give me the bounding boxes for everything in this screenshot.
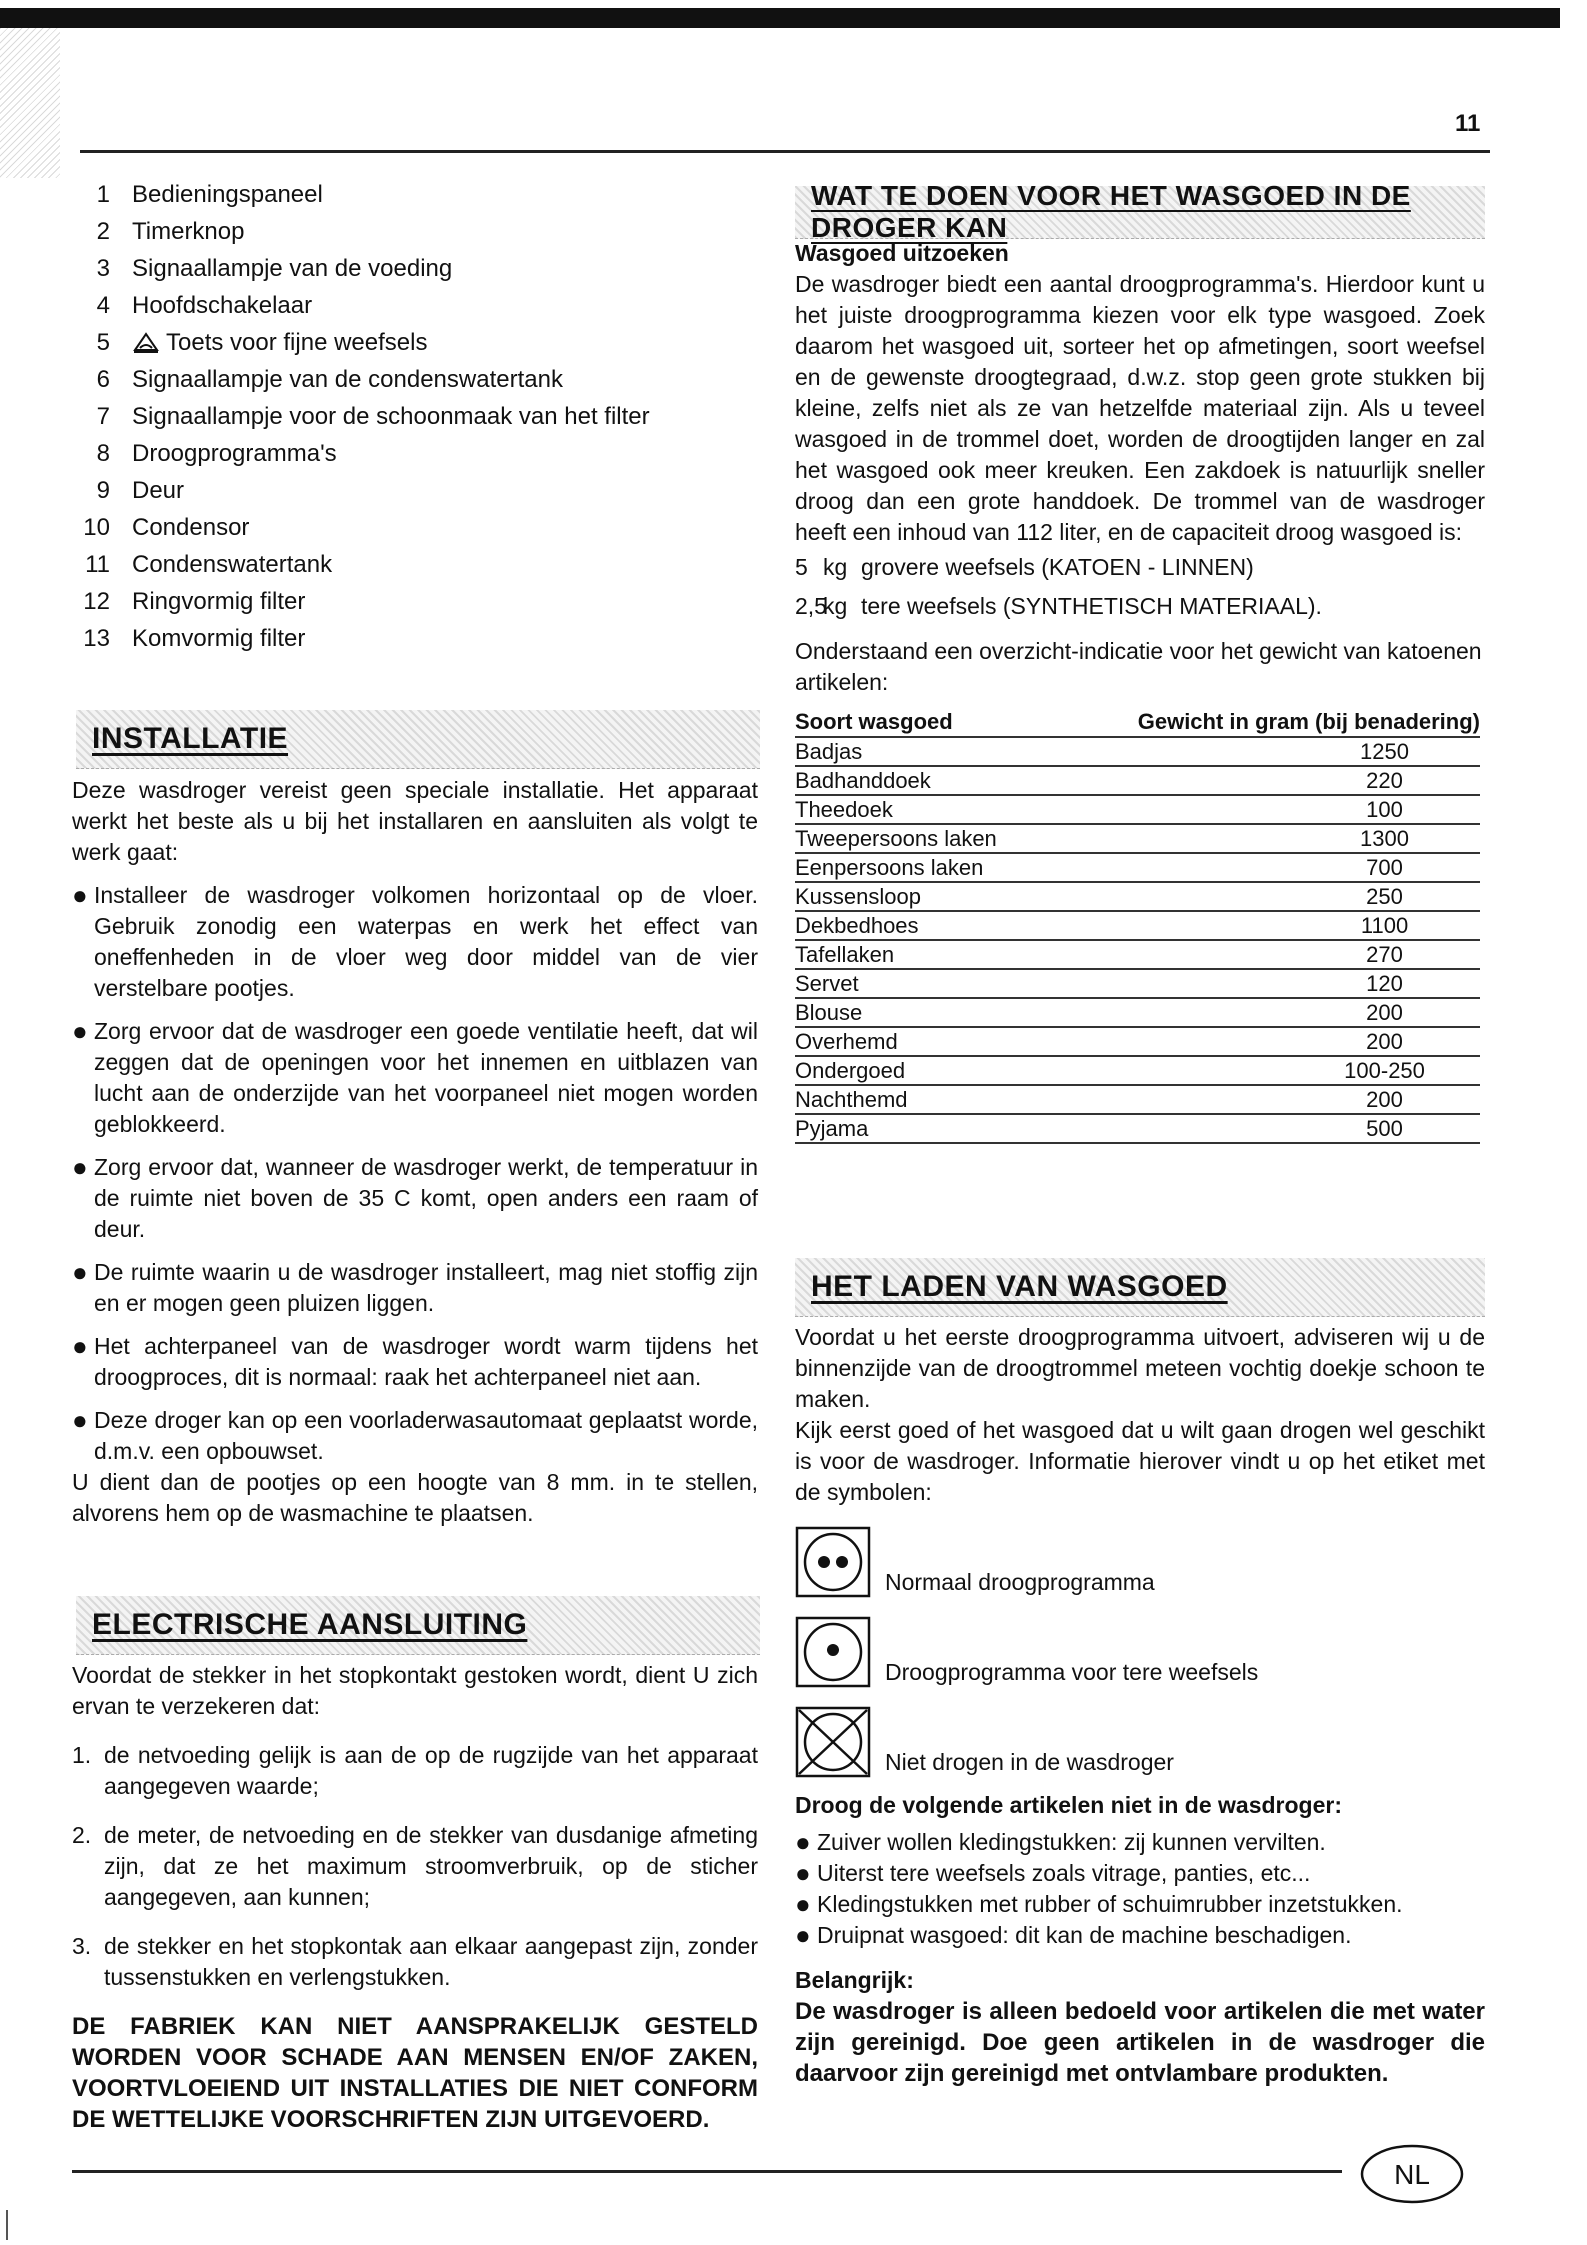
column-header: Soort wasgoed — [795, 708, 1049, 737]
top-bar — [0, 8, 1560, 28]
list-item: 10 Condensor — [83, 514, 250, 541]
table-row: Tafellaken 270 — [795, 940, 1480, 969]
list-item: ● Zorg ervoor dat, wanneer de wasdroger werkt, de temperatuur in de ruimte niet boven de 35 C komt, open anders een raam of deur. — [72, 1152, 758, 1245]
language-badge — [1350, 2140, 1468, 2204]
list-item: 3 Signaallampje van de voeding — [96, 255, 453, 282]
capacity-row: 5 kg grovere weefsels (KATOEN - LINNEN) — [795, 554, 1254, 580]
list-item: 13 Komvormig filter — [83, 625, 306, 652]
table-row: Tweepersoons laken 1300 — [795, 824, 1480, 853]
capacity-row: 2,5 kg tere weefsels (SYNTHETISCH MATERIAAL). — [795, 593, 1322, 619]
laden-intro: Voordat u het eerste droogprogramma uitvoert, adviseren wij u de binnenzijde van de droogtrommel meteen vochtig doekje schoon te maken. — [795, 1324, 1485, 1412]
list-item: 2. de meter, de netvoeding en de stekker van dusdanige afmeting zijn, dat ze het maximum stroomverbruik, op de sticher aangegeven, aan kunnen; — [72, 1822, 758, 1910]
table-header-row — [795, 708, 1480, 737]
table-row: Kussensloop 250 — [795, 882, 1480, 911]
laden-symbols-intro: Kijk eerst goed of het wasgoed dat u wilt gaan drogen wel geschikt is voor de wasdroger. Informatie hierover vindt u op het etiket met de symbolen: — [795, 1417, 1485, 1505]
column-header: Gewicht in gram (bij benadering) — [1049, 708, 1480, 737]
installatie-intro: Deze wasdroger vereist geen speciale installatie. Het apparaat werkt het beste als u bij het installaren en aansluiten als volgt te werk gaat: — [72, 777, 758, 865]
important-text: De wasdroger is alleen bedoeld voor artikelen die met water zijn gereinigd. Doe geen artikelen in de wasdroger die daarvoor zijn gereinigd met ontvlambare produkten. — [795, 1998, 1485, 2087]
laden-section — [795, 1322, 1485, 2089]
list-item: ● Deze droger kan op een voorladerwasautomaat geplaatst worde, d.m.v. een opbouwset. — [72, 1405, 758, 1467]
bullet-icon: ● — [72, 1152, 88, 1182]
bullet-icon: ● — [72, 1257, 88, 1287]
list-item: 7 Signaallampje voor de schoonmaak van het filter — [96, 403, 650, 430]
wasgoed-section — [795, 238, 1485, 1144]
installatie-heading: INSTALLATIE — [76, 710, 760, 769]
bullet-icon: ● — [72, 1016, 88, 1046]
laden-heading: HET LADEN VAN WASGOED — [795, 1258, 1485, 1317]
list-item: Droogprogramma voor tere weefsels — [795, 1616, 1485, 1688]
bullet-icon: ● — [795, 1920, 811, 1950]
table-row: Badhanddoek 220 — [795, 766, 1480, 795]
list-item: ● De ruimte waarin u de wasdroger installeert, mag niet stoffig zijn en er mogen geen pluizen liggen. — [72, 1257, 758, 1319]
list-item: ● Zuiver wollen kledingstukken: zij kunnen vervilten. — [795, 1827, 1326, 1857]
table-row: Badjas 1250 — [795, 737, 1480, 766]
list-item: 6 Signaallampje van de condenswatertank — [96, 366, 563, 393]
language-badge-label: NL — [1394, 2159, 1430, 2190]
list-item: 8 Droogprogramma's — [96, 440, 337, 467]
bullet-icon: ● — [795, 1827, 811, 1857]
bullet-icon: ● — [72, 1331, 88, 1361]
wasgoed-body: De wasdroger biedt een aantal droogprogramma's. Hierdoor kunt u het juiste droogprogramma kiezen voor elk type wasgoed. Zoek daarom het wasgoed uit, sorteer het op afmetingen, soort weefsel en de gewenste droogtegraad, d.w.z. stop geen grote stukken bij kleine, zelfs niet als ze van hetzelfde materiaal zijn. Als u teveel wasgoed in de trommel doet, worden de droogtijden langer en zal het wasgoed ook meer kreuken. Een zakdoek is natuurlijk sneller droog dan een grote handdoek. De trommel van de wasdroger heeft een inhoud van 112 liter, en de capaciteit droog wasgoed is: — [795, 271, 1485, 545]
tumble-dry-normal-icon — [795, 1526, 871, 1598]
table-intro: Onderstaand een overzicht-indicatie voor het gewicht van katoenen artikelen: — [795, 638, 1482, 695]
list-item: 12 Ringvormig filter — [83, 588, 306, 615]
table-row: Nachthemd 200 — [795, 1085, 1480, 1114]
table-row: Pyjama 500 — [795, 1114, 1480, 1143]
bullet-icon: ● — [795, 1858, 811, 1888]
not-dry-heading: Droog de volgende artikelen niet in de wasdroger: — [795, 1792, 1342, 1818]
wasgoed-subheading: Wasgoed uitzoeken — [795, 240, 1009, 266]
table-row: Theedoek 100 — [795, 795, 1480, 824]
list-item: 9 Deur — [96, 477, 185, 504]
list-item: 5 Toets voor fijne weefsels — [96, 329, 428, 356]
important-heading: Belangrijk: — [795, 1967, 914, 1993]
list-item: ● Installeer de wasdroger volkomen horizontaal op de vloer. Gebruik zonodig een waterpas en werk het effect van oneffenheden in de vloer weg door middel van de vier verstelbare pootjes. — [72, 880, 758, 1004]
wasgoed-heading: WAT TE DOEN VOOR HET WASGOED IN DE DROGER KAN — [795, 186, 1485, 239]
scan-noise — [0, 28, 60, 178]
scan-mark — [6, 2210, 8, 2240]
installatie-closing: U dient dan de pootjes op een hoogte van 8 mm. in te stellen, alvorens hem op de wasmachine te plaatsen. — [72, 1469, 758, 1526]
list-item: Niet drogen in de wasdroger — [795, 1706, 1485, 1778]
delicate-fabric-icon — [132, 330, 160, 354]
table-row: Ondergoed 100-250 — [795, 1056, 1480, 1085]
bottom-rule — [72, 2170, 1342, 2173]
bullet-icon: ● — [795, 1889, 811, 1919]
list-item: 4 Hoofdschakelaar — [96, 292, 313, 319]
list-item: 1. de netvoeding gelijk is aan de op de rugzijde van het apparaat aangegeven waarde; — [72, 1742, 758, 1799]
tumble-dry-low-icon — [795, 1616, 871, 1688]
top-rule — [80, 150, 1490, 153]
bullet-icon: ● — [72, 880, 88, 910]
list-item: 3. de stekker en het stopkontak aan elkaar aangepast zijn, zonder tussenstukken en verlengstukken. — [72, 1933, 758, 1990]
electrisch-section — [72, 1660, 758, 2135]
list-item: ● Uiterst tere weefsels zoals vitrage, panties, etc... — [795, 1858, 1311, 1888]
list-item: ● Kledingstukken met rubber of schuimrubber inzetstukken. — [795, 1889, 1403, 1919]
list-item: 1 Bedieningspaneel — [96, 181, 323, 208]
electrisch-heading: ELECTRISCHE AANSLUITING — [76, 1596, 760, 1655]
page-number: 11 — [1455, 110, 1481, 137]
liability-warning: DE FABRIEK KAN NIET AANSPRAKELIJK GESTELD WORDEN VOOR SCHADE AAN MENSEN EN/OF ZAKEN, VOORTVLOEIEND UIT INSTALLATIES DIE NIET CONFORM DE WETTELIJKE VOORSCHRIFTEN ZIJN UITGEVOERD. — [72, 2013, 758, 2133]
list-item: ● Het achterpaneel van de wasdroger wordt warm tijdens het droogproces, dit is normaal: raak het achterpaneel niet aan. — [72, 1331, 758, 1393]
list-item: ● Zorg ervoor dat de wasdroger een goede ventilatie heeft, dat wil zeggen dat de openingen voor het innemen en uitblazen van lucht aan de onderzijde van het voorpaneel niet mogen worden geblokkeerd. — [72, 1016, 758, 1140]
bullet-icon: ● — [72, 1405, 88, 1435]
table-row: Eenpersoons laken 700 — [795, 853, 1480, 882]
parts-list — [72, 176, 692, 657]
table-row: Blouse 200 — [795, 998, 1480, 1027]
table-row: Servet 120 — [795, 969, 1480, 998]
list-item: 11 Condenswatertank — [85, 551, 333, 578]
electrisch-intro: Voordat de stekker in het stopkontakt gestoken wordt, dient U zich ervan te verzekeren dat: — [72, 1662, 758, 1719]
installatie-section — [72, 775, 758, 1529]
weight-table — [795, 708, 1480, 1144]
list-item: 2 Timerknop — [96, 218, 245, 245]
list-item: Normaal droogprogramma — [795, 1526, 1485, 1598]
do-not-tumble-dry-icon — [795, 1706, 871, 1778]
list-item: ● Druipnat wasgoed: dit kan de machine beschadigen. — [795, 1920, 1352, 1950]
table-row: Dekbedhoes 1100 — [795, 911, 1480, 940]
table-row: Overhemd 200 — [795, 1027, 1480, 1056]
